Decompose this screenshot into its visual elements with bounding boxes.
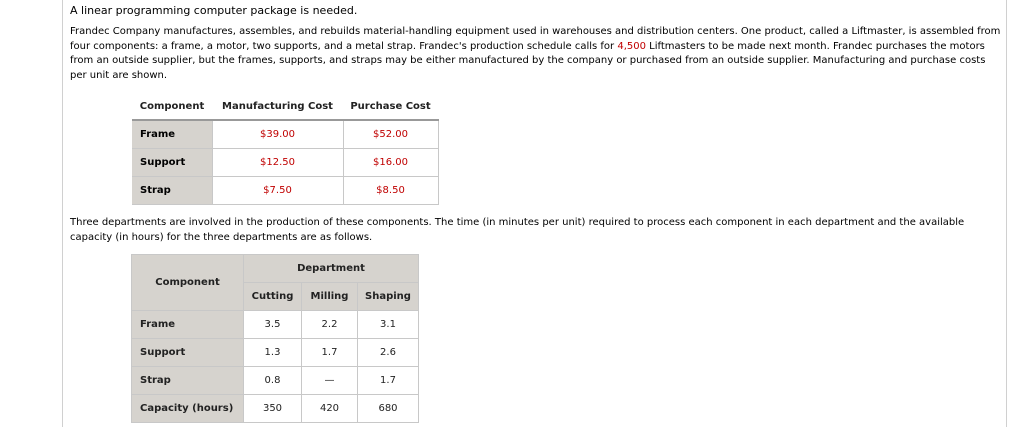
manufacturing-cost-cell: $12.50 [212, 148, 343, 176]
cutting-cell: 350 [244, 395, 302, 423]
purchase-cost-cell: $52.00 [343, 120, 438, 148]
header-component: Component [132, 255, 244, 311]
purchase-cost-cell: $16.00 [343, 148, 438, 176]
cutting-cell: 3.5 [244, 311, 302, 339]
cost-table [132, 93, 439, 205]
shaping-cell: 680 [358, 395, 419, 423]
milling-cell: 1.7 [302, 339, 358, 367]
row-label: Capacity (hours) [132, 395, 244, 423]
manufacturing-cost-cell: $7.50 [212, 176, 343, 204]
shaping-cell: 2.6 [358, 339, 419, 367]
paragraph-text-end: Liftmasters to be made next month. Frandec purchases the motors from an outside supplier, but the frames, supports, and straps may be either manufactured by the company or purchased from an outside supplier. Manufacturing and purchase costs per unit are shown. [70, 40, 986, 81]
table-row [132, 311, 419, 339]
dept-header-row [132, 255, 419, 283]
cost-table-header [132, 93, 438, 120]
highlighted-quantity: 4,500 [617, 40, 646, 52]
row-label: Frame [132, 120, 212, 148]
shaping-cell: 3.1 [358, 311, 419, 339]
intro-text: A linear programming computer package is needed. [70, 4, 358, 17]
header-milling: Milling [302, 283, 358, 311]
row-label: Support [132, 148, 212, 176]
header-component: Component [132, 93, 212, 120]
row-label: Frame [132, 311, 244, 339]
table-row [132, 120, 438, 148]
header-manufacturing-cost: Manufacturing Cost [212, 93, 343, 120]
row-label: Strap [132, 367, 244, 395]
departments-paragraph: Three departments are involved in the production of these components. The time (in minutes per unit) required to process each component in each department and the available capacity (in hours) for the three departments are as follows. [70, 217, 965, 243]
table-row [132, 339, 419, 367]
header-cutting: Cutting [244, 283, 302, 311]
row-label: Strap [132, 176, 212, 204]
purchase-cost-cell: $8.50 [343, 176, 438, 204]
milling-cell: 2.2 [302, 311, 358, 339]
table-row [132, 148, 438, 176]
manufacturing-cost-cell: $39.00 [212, 120, 343, 148]
cutting-cell: 1.3 [244, 339, 302, 367]
table-row [132, 395, 419, 423]
header-purchase-cost: Purchase Cost [343, 93, 438, 120]
problem-paragraph [70, 25, 1005, 83]
shaping-cell: 1.7 [358, 367, 419, 395]
paragraph-text-start: Frandec Company manufactures, assembles, and rebuilds material-handling equipment used in warehouses and distribution centers. One product, called a Liftmaster, is assembled from four components: a frame, a motor, two supports, and a metal strap. Frandec's production schedule calls for [70, 26, 1001, 52]
table-row [132, 367, 419, 395]
row-label: Support [132, 339, 244, 367]
cutting-cell: 0.8 [244, 367, 302, 395]
department-table [131, 254, 419, 423]
table-row [132, 176, 438, 204]
milling-cell: — [302, 367, 358, 395]
header-shaping: Shaping [358, 283, 419, 311]
milling-cell: 420 [302, 395, 358, 423]
header-department: Department [244, 255, 419, 283]
